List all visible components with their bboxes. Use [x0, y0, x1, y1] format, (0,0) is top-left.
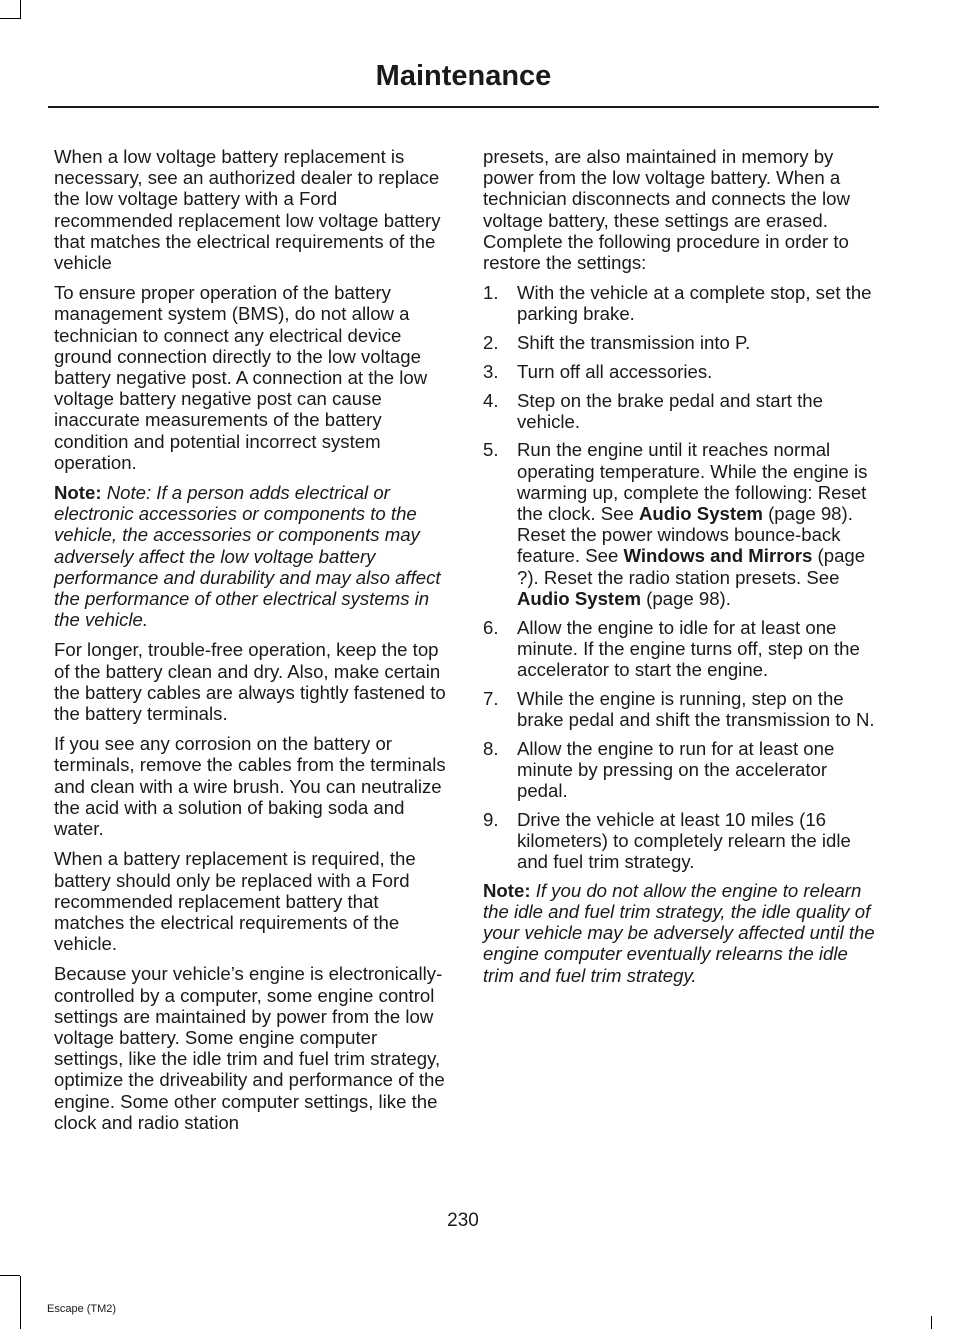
cross-reference-link[interactable]: Windows and Mirrors: [623, 545, 813, 567]
cross-reference-link[interactable]: Audio System: [638, 503, 763, 525]
step-text-part: (page ?). Reset the radio station presets. See: [517, 545, 866, 588]
list-item: [483, 390, 875, 432]
paragraph: Because your vehicle’s engine is electronically-controlled by a computer, some engine control settings are maintained by power from the low voltage battery. Some engine computer settings, like the idle trim and fuel trim strategy, optimize the driveability and performance of the engine. Some other computer settings, like the clock and radio station: [54, 963, 445, 1133]
crop-mark: [20, 0, 21, 19]
note-text: If you do not allow the engine to relearn the idle and fuel trim strategy, the idle quality of your vehicle may be adversely affected until the engine computer eventually relearns the idle trim and fuel trim strategy.: [483, 879, 875, 986]
step-text: Step on the brake pedal and start the vehicle.: [517, 389, 823, 432]
list-item: [483, 282, 875, 324]
step-text: Shift the transmission into P.: [517, 332, 751, 354]
paragraph: If you see any corrosion on the battery or terminals, remove the cables from the terminals and clean with a wire brush. You can neutralize the acid with a solution of baking soda and water.: [54, 733, 446, 840]
step-text: Allow the engine to run for at least one minute by pressing on the accelerator pedal.: [517, 737, 835, 801]
paragraph: For longer, trouble-free operation, keep the top of the battery clean and dry. Also, make certain the battery cables are always tightly fastened to the battery terminals.: [54, 639, 446, 725]
step-text: While the engine is running, step on the brake pedal and shift the transmission to N.: [517, 687, 875, 730]
crop-mark: [931, 1316, 932, 1329]
crop-mark: [20, 1276, 21, 1329]
page-number: 230: [447, 1210, 479, 1231]
step-text: With the vehicle at a complete stop, set the parking brake.: [517, 282, 872, 325]
paragraph: When a low voltage battery replacement is necessary, see an authorized dealer to replace the low voltage battery with a Ford recommended replacement low voltage battery that matches the electrical requirements of the vehicle: [54, 146, 441, 274]
step-text: [517, 439, 875, 609]
paragraph: To ensure proper operation of the battery management system (BMS), do not allow a technician to connect any electrical device ground connection directly to the low voltage battery negative post. A connection at the low voltage battery negative post can cause inaccurate measurements of the battery condition and potential incorrect system operation.: [54, 282, 428, 473]
step-text-part: Run the engine until it reaches normal operating temperature. While the engine is warming up, complete the following: Reset the clock. See: [517, 439, 868, 525]
step-number: 4.: [483, 389, 499, 411]
list-item: [483, 809, 875, 873]
list-item: [483, 688, 875, 730]
list-item: [483, 361, 875, 382]
step-number: 9.: [483, 808, 499, 830]
note-label: Note:: [54, 482, 102, 504]
step-number: 5.: [483, 439, 499, 461]
crop-mark: [0, 1275, 20, 1276]
note-text: Note: If a person adds electrical or electronic accessories or components to the vehicle, the accessories or components may adversely affect the low voltage battery performance and durability and may also affect the performance of other electrical systems in the vehicle.: [54, 482, 441, 631]
paragraph: presets, are also maintained in memory by power from the low voltage battery. When a technician disconnects and connects the low voltage battery, these settings are erased. Complete the following procedure in order to restore the settings:: [483, 146, 850, 274]
step-number: 8.: [483, 737, 499, 759]
title-rule: [48, 106, 879, 108]
paragraph: When a battery replacement is required, the battery should only be replaced with a Ford recommended replacement battery that matches the electrical requirements of the vehicle.: [54, 848, 416, 955]
step-text: Turn off all accessories.: [517, 360, 713, 382]
step-text: Drive the vehicle at least 10 miles (16 kilometers) to completely relearn the idle and fuel trim strategy.: [517, 808, 851, 873]
note-label: Note:: [483, 879, 531, 901]
note: [54, 482, 446, 630]
step-number: 7.: [483, 687, 499, 709]
cross-reference-link[interactable]: Audio System: [517, 587, 641, 609]
list-item: [483, 332, 875, 353]
step-number: 2.: [483, 332, 499, 354]
step-text-part: (page 98). Reset the power windows bounce-back feature. See: [517, 503, 853, 567]
procedure-list: [483, 282, 875, 872]
step-text-part: (page 98).: [640, 587, 731, 609]
document-code: Escape (TM2): [47, 1303, 117, 1315]
step-number: 1.: [483, 282, 499, 304]
crop-mark: [0, 18, 20, 19]
list-item: [483, 439, 875, 609]
step-text: Allow the engine to idle for at least one minute. If the engine turns off, step on the accelerator to start the engine.: [517, 616, 860, 680]
step-number: 6.: [483, 616, 499, 638]
list-item: [483, 738, 875, 802]
right-column: [483, 146, 875, 995]
page-title: Maintenance: [375, 60, 552, 92]
list-item: [483, 617, 875, 681]
left-column: [54, 146, 446, 1142]
note: [483, 880, 875, 986]
step-number: 3.: [483, 360, 499, 382]
